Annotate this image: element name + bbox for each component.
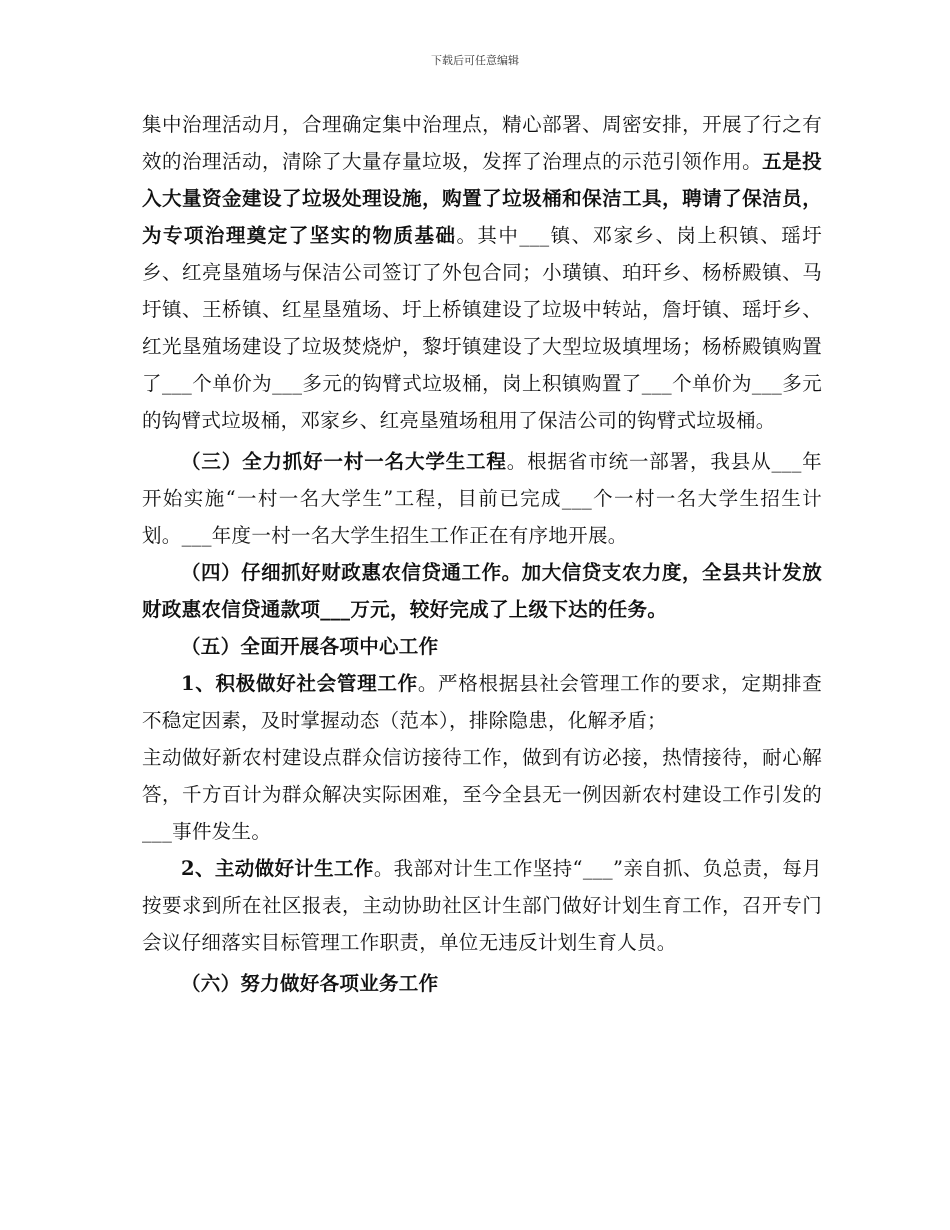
paragraph-credit: （四）仔细抓好财政惠农信贷通工作。加大信贷支农力度，全县共计发放财政惠农信贷通款项___万元，较好完成了上级下达的任务。 (142, 561, 822, 621)
paragraph-petition: 主动做好新农村建设点群众信访接待工作，做到有访必接，热情接待，耐心解答，千方百计为群众解决实际困难，至今全县无一例因新农村建设工作引发的___事件发生。 (142, 746, 822, 843)
section-heading-3: （三）全力抓好一村一名大学生工程 (181, 450, 507, 473)
paragraph-social-management: 1、积极做好社会管理工作。严格根据县社会管理工作的要求，定期排查不稳定因素，及时掌握动态（范本），排除隐患，化解矛盾； (142, 672, 822, 732)
subheading-1: 1、积极做好社会管理工作 (181, 672, 418, 695)
paragraph-family-planning: 2、主动做好计生工作。我部对计生工作坚持“___”亲自抓、负总责，每月按要求到所在社区报表，主动协助社区计生部门做好计划生育工作，召开专门会议仔细落实目标管理工作职责，单位无违反计划生育人员。 (142, 857, 822, 954)
subheading-2: 2、主动做好计生工作 (181, 857, 374, 880)
paragraph-sanitation: 集中治理活动月，合理确定集中治理点，精心部署、周密安排，开展了行之有效的治理活动，清除了大量存量垃圾，发挥了治理点的示范引领作用。五是投入大量资金建设了垃圾处理设施，购置了垃圾桶和保洁工具，聘请了保洁员，为专项治理奠定了坚实的物质基础。其中___镇、邓家乡、岗上积镇、瑶圩乡、红亮垦殖场与保洁公司签订了外包合同；小璜镇、珀玕乡、杨桥殿镇、马圩镇、王桥镇、红星垦殖场、圩上桥镇建设了垃圾中转站，詹圩镇、瑶圩乡、红光垦殖场建设了垃圾焚烧炉，黎圩镇建设了大型垃圾填埋场；杨桥殿镇购置了___个单价为___多元的钩臂式垃圾桶，岗上积镇购置了___个单价为___多元的钩臂式垃圾桶，邓家乡、红亮垦殖场租用了保洁公司的钩臂式垃圾桶。 (142, 113, 822, 432)
paragraph-college-student: （三）全力抓好一村一名大学生工程。根据省市统一部署，我县从___年开始实施“一村一名大学生”工程，目前已完成___个一村一名大学生招生计划。___年度一村一名大学生招生工作正在有序地开展。 (142, 450, 822, 547)
page-header: 下载后可任意编辑 (431, 54, 519, 67)
section-heading-6: （六）努力做好各项业务工作 (181, 972, 439, 995)
document-body (142, 106, 822, 1002)
bold-phrase: 五是投入大量资金建设了垃圾处理设施，购置了垃圾桶和保洁工具，聘请了保洁员，为专项治理奠定了坚实的物质基础 (142, 150, 822, 247)
section-heading-5: （五）全面开展各项中心工作 (181, 635, 439, 658)
